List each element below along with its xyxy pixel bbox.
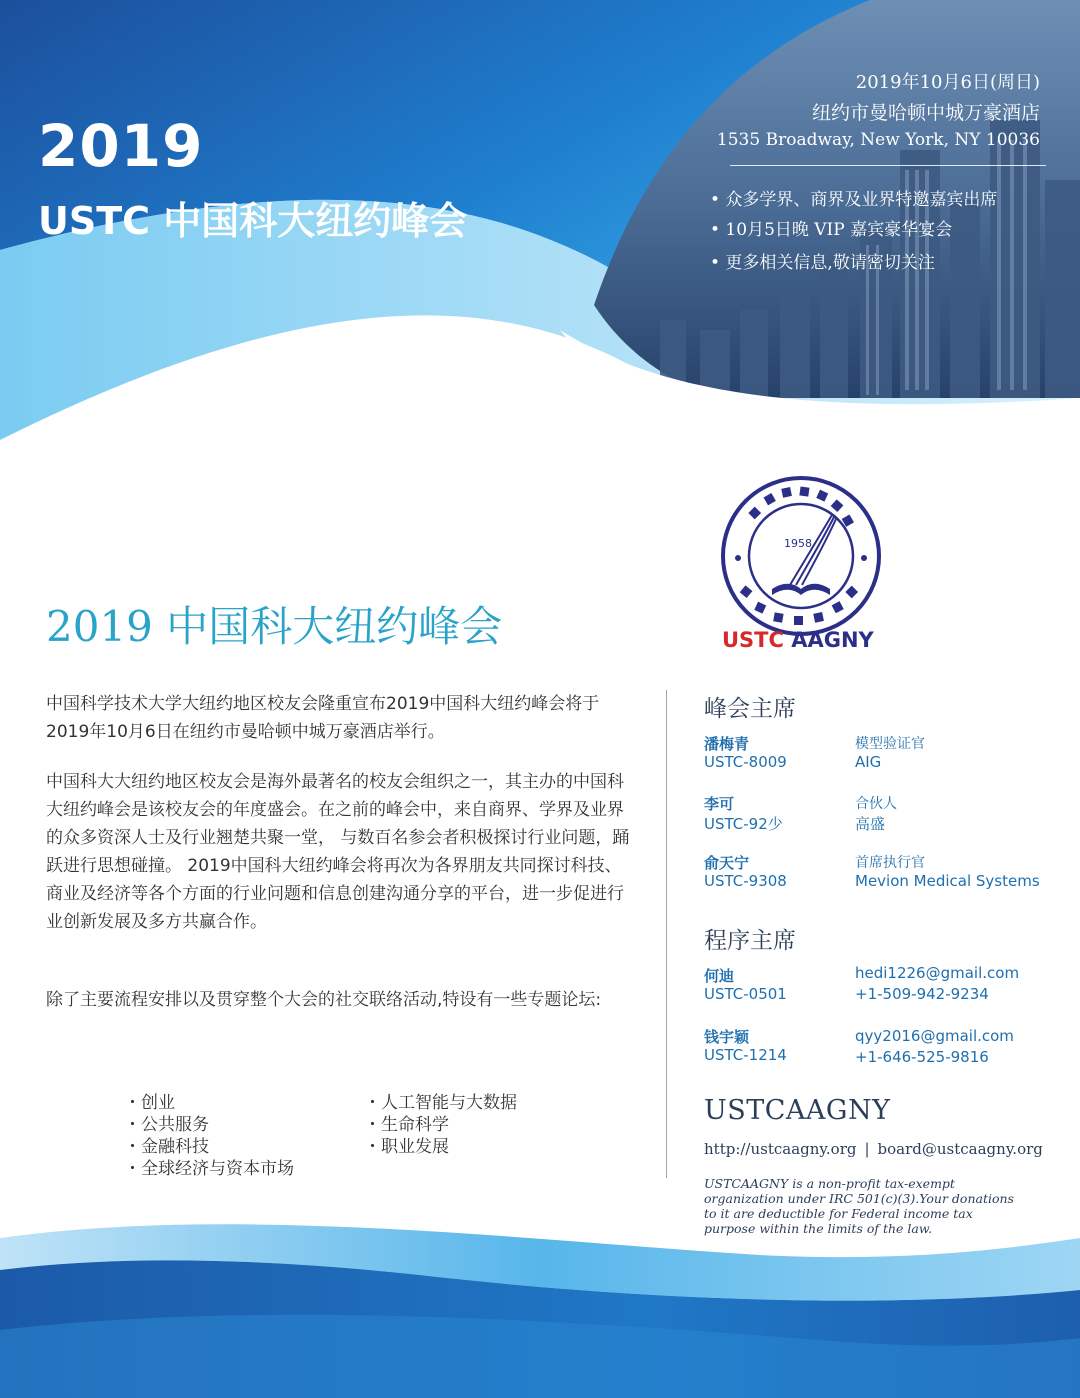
org-links [704, 1140, 1043, 1158]
chair-org: AIG [855, 753, 882, 771]
chair-role: 首席执行官 [855, 855, 925, 871]
program-chair-phone[interactable]: +1-646-525-9816 [855, 1048, 989, 1066]
column-divider [666, 690, 667, 1178]
chair-org: Mevion Medical Systems [855, 872, 1040, 890]
program-chair-email[interactable]: hedi1226@gmail.com [855, 964, 1020, 982]
highlight-item: • 10月5日晚 VIP 嘉宾豪华宴会 [710, 220, 953, 240]
program-chair-id: USTC-1214 [704, 1046, 787, 1064]
topic-item: ・职业发展 [364, 1137, 449, 1157]
program-chair-email[interactable]: qyy2016@gmail.com [855, 1027, 1014, 1045]
highlight-item: • 众多学界、商界及业界特邀嘉宾出席 [710, 190, 998, 210]
link-separator: | [864, 1140, 870, 1158]
event-address: 1535 Broadway, New York, NY 10036 [716, 130, 1040, 150]
chair-id: USTC-8009 [704, 753, 787, 771]
topic-item: ・人工智能与大数据 [364, 1093, 517, 1113]
forums-paragraph: 除了主要流程安排以及贯穿整个大会的社交联络活动,特设有一些专题论坛: [46, 990, 602, 1010]
tax-exempt-note: USTCAAGNY is a non-profit tax-exempt organization under IRC 501(c)(3).Your donations to it are deductible for Federal income tax purpose within the limits of the law. [704, 1176, 1014, 1236]
logo-text-navy: AAGNY [791, 628, 874, 652]
logo-year: 1958 [784, 537, 812, 550]
chair-name: 李可 [704, 795, 735, 813]
chair-role: 合伙人 [855, 796, 897, 812]
program-chair-name: 钱宇颖 [704, 1028, 750, 1046]
program-chairs-heading: 程序主席 [704, 928, 796, 954]
topic-item: ・金融科技 [124, 1137, 209, 1157]
board-email-link[interactable]: board@ustcaagny.org [877, 1140, 1043, 1158]
summit-chairs-heading: 峰会主席 [704, 696, 796, 722]
topic-item: ・生命科学 [364, 1115, 449, 1135]
hero-title: USTC 中国科大纽约峰会 [38, 199, 468, 243]
event-venue: 纽约市曼哈顿中城万豪酒店 [811, 102, 1040, 124]
chair-name: 俞天宁 [704, 854, 750, 872]
main-title: 2019 中国科大纽约峰会 [46, 602, 503, 651]
program-chair-id: USTC-0501 [704, 985, 787, 1003]
hero-year: 2019 [38, 112, 204, 180]
program-chair-name: 何迪 [704, 967, 735, 985]
logo-text-red: USTC [722, 628, 792, 652]
chair-id: USTC-9308 [704, 872, 787, 890]
topic-item: ・全球经济与资本市场 [124, 1159, 294, 1179]
website-link[interactable]: http://ustcaagny.org [704, 1140, 857, 1158]
topic-item: ・公共服务 [124, 1115, 209, 1135]
logo-wordmark [722, 628, 874, 652]
chair-role: 模型验证官 [855, 736, 925, 752]
program-chair-phone[interactable]: +1-509-942-9234 [855, 985, 989, 1003]
highlight-item: • 更多相关信息,敬请密切关注 [710, 253, 935, 273]
about-paragraph: 中国科大大纽约地区校友会是海外最著名的校友会组织之一，其主办的中国科大纽约峰会是该校友会的年度盛会。在之前的峰会中，来自商界、学界及业界的众多资深人士及行业翘楚共聚一堂， 与数百名参会者积极探讨行业问题，踊跃进行思想碰撞。 2019中国科大纽约峰会将再次为各界朋友共同探讨科技、商业及经济等各个方面的行业问题和信息创建沟通分享的平台，进一步促进行业创新发展及多方共赢合作。 [46, 772, 630, 932]
chair-id: USTC-92少 [704, 815, 783, 833]
topic-item: ・创业 [124, 1093, 175, 1113]
intro-paragraph: 中国科学技术大学大纽约地区校友会隆重宣布2019中国科大纽约峰会将于2019年10月6日在纽约市曼哈顿中城万豪酒店举行。 [46, 694, 600, 742]
event-date: 2019年10月6日(周日) [855, 72, 1040, 93]
info-divider [730, 165, 1046, 166]
chair-org: 高盛 [855, 815, 886, 833]
ustc-seal-logo [720, 475, 882, 637]
chair-name: 潘梅青 [704, 735, 750, 753]
org-name: USTCAAGNY [704, 1095, 891, 1126]
